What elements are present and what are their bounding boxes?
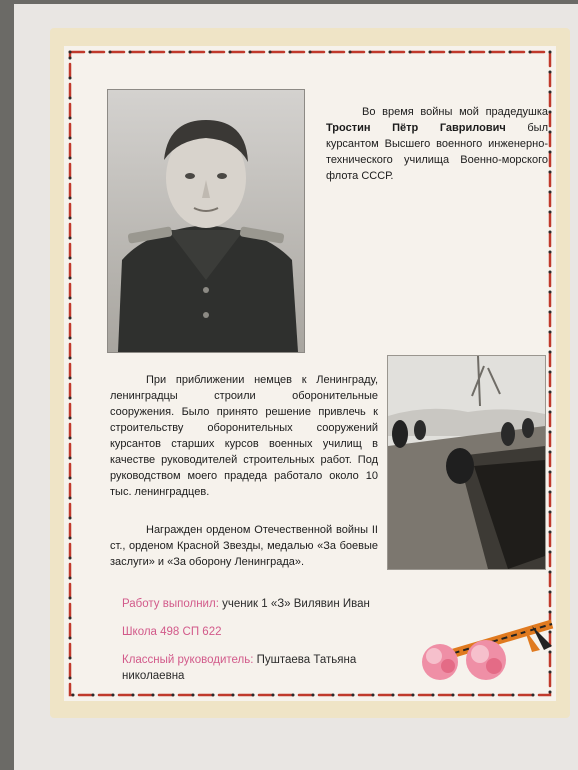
great-grandfather-name: Тростин Пётр Гаврилович: [326, 122, 506, 134]
carnations-ribbon-icon: [414, 616, 554, 686]
credit-teacher-value: Пуштаева Татьяна николаевна: [122, 654, 357, 682]
photographed-sheet: [14, 4, 578, 770]
paragraph-defense-text: При приближении немцев к Ленинграду, ленинградцы строили оборонительные сооружения. Было принято решение привлечь к строительству оборонительных сооружений курсантов старших курсов военных училищ в качестве руководителей строительных работ. Под руководством моего прадеда работало около 10 тыс. ленинградцев.: [110, 374, 378, 498]
credit-school-text: Школа 498 СП 622: [122, 626, 222, 638]
paragraph-awards: [110, 522, 378, 570]
credit-teacher-label: Классный руководитель:: [122, 654, 254, 666]
paragraph-service-intro: Во время войны мой прадедушка: [362, 106, 548, 118]
poster-card: [50, 28, 570, 718]
trench-digging-photo: [388, 356, 545, 569]
paragraph-service-rest: был курсантом Высшего военного инженерно-технического училища Военно-морского флота СССР.: [326, 122, 548, 182]
credit-teacher: [122, 652, 392, 684]
paragraph-defense: [110, 372, 378, 500]
credit-school: [122, 624, 412, 640]
paragraph-service: [326, 104, 548, 184]
credit-author-label: Работу выполнил:: [122, 598, 219, 610]
portrait-photo: [108, 90, 304, 352]
poster-inner-panel: [64, 46, 556, 701]
credit-author: [122, 596, 412, 612]
credit-author-value: ученик 1 «З» Вилявин Иван: [218, 598, 370, 610]
paragraph-awards-text: Награжден орденом Отечественной войны II ст., орденом Красной Звезды, медалью «За боевые заслуги» и «За оборону Ленинграда».: [110, 524, 378, 568]
